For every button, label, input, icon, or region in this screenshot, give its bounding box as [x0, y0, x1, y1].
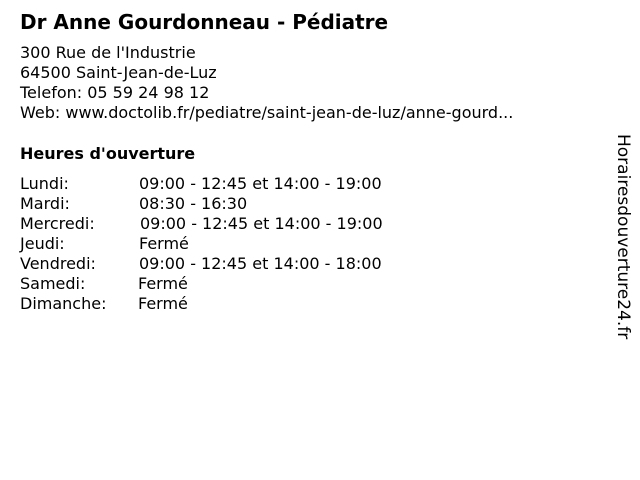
day-hours: 09:00 - 12:45 et 14:00 - 18:00	[139, 254, 382, 273]
phone-number[interactable]: Telefon: 05 59 24 98 12	[20, 83, 210, 102]
day-label: Samedi:	[20, 274, 86, 293]
day-label: Mercredi:	[20, 214, 95, 233]
day-hours: 08:30 - 16:30	[139, 194, 248, 213]
listing-title: Dr Anne Gourdonneau - Pédiatre	[20, 10, 389, 34]
day-hours: 09:00 - 12:45 et 14:00 - 19:00	[140, 214, 383, 233]
address-street: 300 Rue de l'Industrie	[20, 43, 196, 62]
contact-block	[20, 43, 513, 123]
day-label: Jeudi:	[20, 234, 65, 253]
day-label: Dimanche:	[20, 294, 107, 313]
day-hours: Fermé	[139, 234, 189, 253]
day-label: Lundi:	[20, 174, 69, 193]
site-watermark: Horairesdouverture24.fr	[613, 134, 633, 340]
day-hours: Fermé	[138, 294, 188, 313]
hours-heading: Heures d'ouverture	[20, 144, 196, 163]
day-hours: 09:00 - 12:45 et 14:00 - 19:00	[139, 174, 382, 193]
day-hours: Fermé	[138, 274, 188, 293]
day-label: Mardi:	[20, 194, 70, 213]
website-link[interactable]: Web: www.doctolib.fr/pediatre/saint-jean-de-luz/anne-gourd...	[20, 103, 514, 122]
day-label: Vendredi:	[20, 254, 96, 273]
address-city: 64500 Saint-Jean-de-Luz	[20, 63, 217, 82]
